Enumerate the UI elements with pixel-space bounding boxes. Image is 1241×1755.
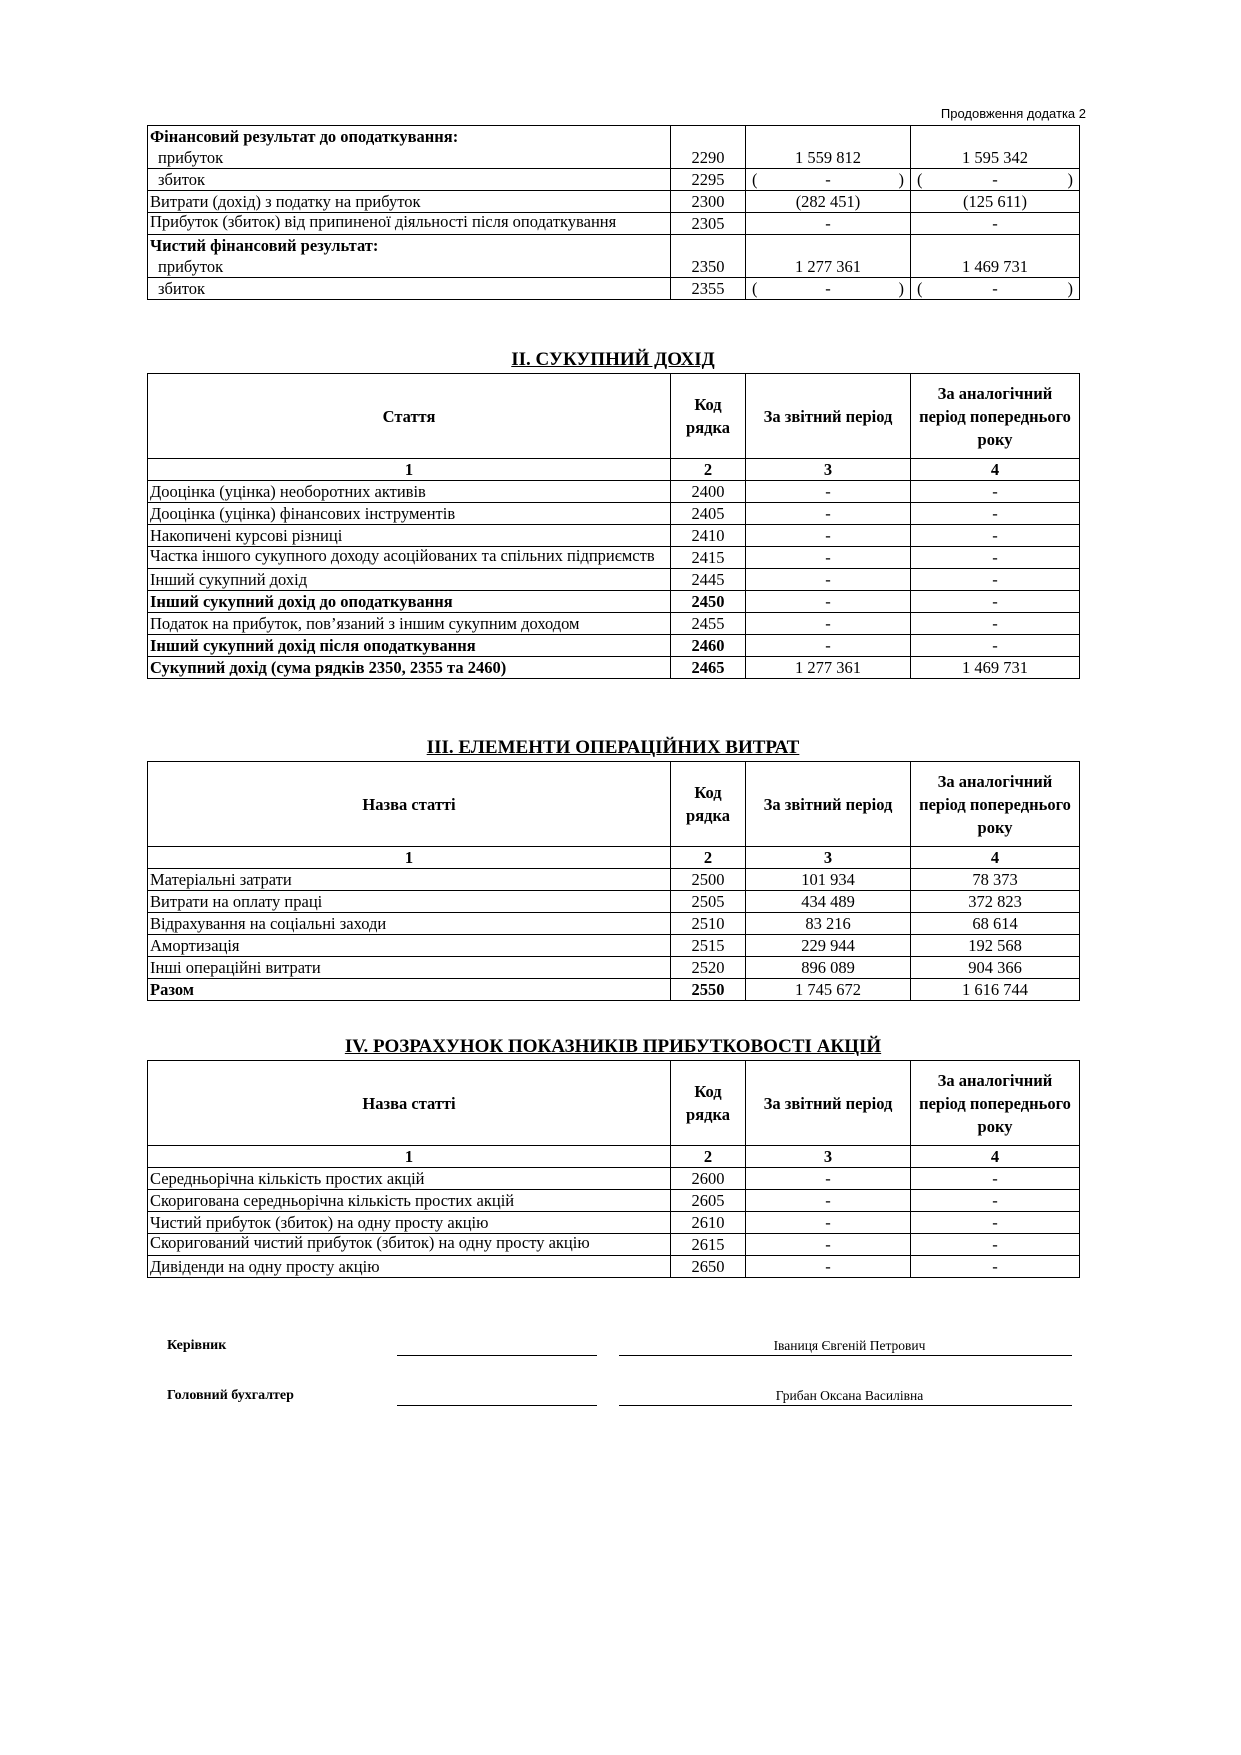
row-code: 2500 (671, 869, 746, 891)
row-code: 2610 (671, 1212, 746, 1234)
column-index-row (148, 847, 1080, 869)
previous-period-value: 1 595 342 (911, 147, 1080, 169)
previous-period-value: - (911, 635, 1080, 657)
bracketed-value: ( - ) (917, 170, 1073, 189)
table-row (148, 1256, 1080, 1278)
share-profitability-table (147, 1060, 1080, 1278)
header-row (148, 374, 1080, 459)
row-label: Дооцінка (уцінка) фінансових інструментів (148, 503, 671, 525)
current-period-value: - (746, 635, 911, 657)
current-period-value: (282 451) (746, 191, 911, 213)
table-row (148, 957, 1080, 979)
row-label: Разом (148, 979, 671, 1001)
table-row (148, 503, 1080, 525)
accountant-label: Головний бухгалтер (167, 1388, 294, 1403)
table-row (148, 169, 1080, 191)
previous-period-value: - (911, 569, 1080, 591)
section-title-comprehensive-income: II. СУКУПНИЙ ДОХІД (511, 349, 715, 370)
table-row (148, 935, 1080, 957)
current-period-value (746, 126, 911, 148)
previous-period-value: 372 823 (911, 891, 1080, 913)
row-code: 2410 (671, 525, 746, 547)
row-label: Інший сукупний дохід після оподаткування (148, 635, 671, 657)
previous-period-value (911, 126, 1080, 148)
previous-period-value: - (911, 213, 1080, 235)
current-period-value: - (746, 1234, 911, 1256)
column-index: 3 (746, 459, 911, 481)
table-row (148, 635, 1080, 657)
row-code: 2355 (671, 278, 746, 300)
table-row (148, 979, 1080, 1001)
row-label: збиток (148, 278, 671, 300)
row-label: Сукупний дохід (сума рядків 2350, 2355 та 2460) (148, 657, 671, 679)
row-label: Матеріальні затрати (148, 869, 671, 891)
row-label: Накопичені курсові різниці (148, 525, 671, 547)
table-row (148, 126, 1080, 148)
current-period-value: 101 934 (746, 869, 911, 891)
column-index: 4 (911, 1146, 1080, 1168)
table-row (148, 547, 1080, 569)
row-label: Дооцінка (уцінка) необоротних активів (148, 481, 671, 503)
table-row (148, 1212, 1080, 1234)
table-row (148, 278, 1080, 300)
table-row (148, 591, 1080, 613)
row-label: Скоригований чистий прибуток (збиток) на одну просту акцію (148, 1234, 671, 1256)
director-name: Іваниця Євгеній Петрович (773, 1338, 926, 1353)
table-row (148, 213, 1080, 235)
row-code (671, 126, 746, 148)
row-label: Прибуток (збиток) від припиненої діяльності після оподаткування (148, 213, 671, 235)
current-period-value (746, 278, 911, 300)
row-label: Дивіденди на одну просту акцію (148, 1256, 671, 1278)
current-period-value: - (746, 569, 911, 591)
value-text: - (825, 170, 831, 189)
previous-period-value: - (911, 1256, 1080, 1278)
column-header: За звітний період (746, 374, 911, 459)
column-header: Код рядка (671, 374, 746, 459)
row-label: Чистий прибуток (збиток) на одну просту акцію (148, 1212, 671, 1234)
table-row (148, 1234, 1080, 1256)
previous-period-value (911, 235, 1080, 257)
value-text: - (992, 279, 998, 298)
row-code: 2400 (671, 481, 746, 503)
current-period-value: - (746, 613, 911, 635)
current-period-value: 1 745 672 (746, 979, 911, 1001)
row-label: Скоригована середньорічна кількість простих акцій (148, 1190, 671, 1212)
current-period-value: - (746, 481, 911, 503)
current-period-value: - (746, 591, 911, 613)
current-period-value: - (746, 1168, 911, 1190)
column-index: 4 (911, 459, 1080, 481)
current-period-value: 896 089 (746, 957, 911, 979)
value-text: - (825, 279, 831, 298)
row-label: Інший сукупний дохід до оподаткування (148, 591, 671, 613)
table-row (148, 891, 1080, 913)
current-period-value: 1 277 361 (746, 657, 911, 679)
table-row (148, 481, 1080, 503)
previous-period-value: 68 614 (911, 913, 1080, 935)
previous-period-value: 1 469 731 (911, 256, 1080, 278)
table-row (148, 913, 1080, 935)
previous-period-value: - (911, 1212, 1080, 1234)
current-period-value: - (746, 1212, 911, 1234)
table-row (148, 869, 1080, 891)
row-code: 2455 (671, 613, 746, 635)
previous-period-value (911, 278, 1080, 300)
column-index: 1 (148, 459, 671, 481)
row-label: Інший сукупний дохід (148, 569, 671, 591)
accountant-signature-line (397, 1405, 597, 1406)
row-code: 2465 (671, 657, 746, 679)
column-header: За звітний період (746, 1061, 911, 1146)
previous-period-value: - (911, 591, 1080, 613)
row-label: прибуток (148, 147, 671, 169)
row-code: 2520 (671, 957, 746, 979)
current-period-value: - (746, 213, 911, 235)
column-header: За аналогічний період попереднього року (911, 374, 1080, 459)
accountant-name-line (619, 1405, 1072, 1406)
column-index: 4 (911, 847, 1080, 869)
previous-period-value: - (911, 503, 1080, 525)
previous-period-value: - (911, 1234, 1080, 1256)
current-period-value: 434 489 (746, 891, 911, 913)
header-row (148, 1061, 1080, 1146)
row-label: збиток (148, 169, 671, 191)
current-period-value: - (746, 547, 911, 569)
row-code: 2290 (671, 147, 746, 169)
table-row (148, 1190, 1080, 1212)
current-period-value (746, 169, 911, 191)
table-row (148, 657, 1080, 679)
director-name-line (619, 1355, 1072, 1356)
previous-period-value: - (911, 613, 1080, 635)
previous-period-value: 192 568 (911, 935, 1080, 957)
row-code: 2600 (671, 1168, 746, 1190)
column-index: 3 (746, 847, 911, 869)
column-header: Стаття (148, 374, 671, 459)
column-index-row (148, 459, 1080, 481)
comprehensive-income-table (147, 373, 1080, 679)
column-index: 2 (671, 1146, 746, 1168)
section-title-share-profitability: IV. РОЗРАХУНОК ПОКАЗНИКІВ ПРИБУТКОВОСТІ АКЦІЙ (344, 1036, 882, 1057)
row-label: прибуток (148, 256, 671, 278)
row-label: Амортизація (148, 935, 671, 957)
table-row (148, 147, 1080, 169)
current-period-value (746, 235, 911, 257)
page-note: Продовження додатка 2 (940, 106, 1086, 121)
row-label: Середньорічна кількість простих акцій (148, 1168, 671, 1190)
row-code: 2605 (671, 1190, 746, 1212)
row-code: 2460 (671, 635, 746, 657)
row-code: 2505 (671, 891, 746, 913)
previous-period-value: - (911, 525, 1080, 547)
row-code: 2300 (671, 191, 746, 213)
director-signature-line (397, 1355, 597, 1356)
row-code: 2305 (671, 213, 746, 235)
column-header: За аналогічний період попереднього року (911, 762, 1080, 847)
director-label: Керівник (167, 1338, 227, 1353)
bracketed-value: ( - ) (752, 170, 904, 189)
bracketed-value: ( - ) (752, 279, 904, 298)
row-code: 2615 (671, 1234, 746, 1256)
previous-period-value: - (911, 481, 1080, 503)
row-code: 2450 (671, 591, 746, 613)
row-label: Чистий фінансовий результат: (148, 235, 671, 257)
column-header: Код рядка (671, 762, 746, 847)
row-code: 2650 (671, 1256, 746, 1278)
previous-period-value: 78 373 (911, 869, 1080, 891)
row-code: 2295 (671, 169, 746, 191)
accountant-name: Грибан Оксана Василівна (775, 1388, 924, 1403)
current-period-value: 83 216 (746, 913, 911, 935)
row-label: Податок на прибуток, пов’язаний з іншим сукупним доходом (148, 613, 671, 635)
current-period-value: 1 277 361 (746, 256, 911, 278)
row-label: Витрати на оплату праці (148, 891, 671, 913)
table-row (148, 613, 1080, 635)
column-index-row (148, 1146, 1080, 1168)
section-title-operating-expenses: III. ЕЛЕМЕНТИ ОПЕРАЦІЙНИХ ВИТРАТ (426, 737, 800, 758)
column-header: Назва статті (148, 762, 671, 847)
column-index: 3 (746, 1146, 911, 1168)
previous-period-value: - (911, 1190, 1080, 1212)
row-label: Інші операційні витрати (148, 957, 671, 979)
row-label: Витрати (дохід) з податку на прибуток (148, 191, 671, 213)
column-header: Назва статті (148, 1061, 671, 1146)
column-header: За аналогічний період попереднього року (911, 1061, 1080, 1146)
current-period-value: - (746, 1190, 911, 1212)
previous-period-value: (125 611) (911, 191, 1080, 213)
row-label: Частка іншого сукупного доходу асоційованих та спільних підприємств (148, 547, 671, 569)
current-period-value: - (746, 525, 911, 547)
row-code: 2550 (671, 979, 746, 1001)
column-header: За звітний період (746, 762, 911, 847)
bracketed-value: ( - ) (917, 279, 1073, 298)
current-period-value: 1 559 812 (746, 147, 911, 169)
previous-period-value: - (911, 1168, 1080, 1190)
column-index: 2 (671, 847, 746, 869)
previous-period-value (911, 169, 1080, 191)
current-period-value: - (746, 1256, 911, 1278)
previous-period-value: 1 616 744 (911, 979, 1080, 1001)
table-row (148, 569, 1080, 591)
financial-result-table (147, 125, 1080, 300)
row-code (671, 235, 746, 257)
column-header: Код рядка (671, 1061, 746, 1146)
current-period-value: 229 944 (746, 935, 911, 957)
current-period-value: - (746, 503, 911, 525)
row-code: 2515 (671, 935, 746, 957)
row-code: 2405 (671, 503, 746, 525)
row-label: Відрахування на соціальні заходи (148, 913, 671, 935)
column-index: 1 (148, 1146, 671, 1168)
previous-period-value: 904 366 (911, 957, 1080, 979)
header-row (148, 762, 1080, 847)
table-row (148, 191, 1080, 213)
previous-period-value: - (911, 547, 1080, 569)
row-label: Фінансовий результат до оподаткування: (148, 126, 671, 148)
table-row (148, 525, 1080, 547)
row-code: 2415 (671, 547, 746, 569)
row-code: 2350 (671, 256, 746, 278)
table-row (148, 235, 1080, 257)
table-row (148, 256, 1080, 278)
row-code: 2510 (671, 913, 746, 935)
operating-expenses-table (147, 761, 1080, 1001)
row-code: 2445 (671, 569, 746, 591)
table-row (148, 1168, 1080, 1190)
value-text: - (992, 170, 998, 189)
column-index: 1 (148, 847, 671, 869)
column-index: 2 (671, 459, 746, 481)
previous-period-value: 1 469 731 (911, 657, 1080, 679)
